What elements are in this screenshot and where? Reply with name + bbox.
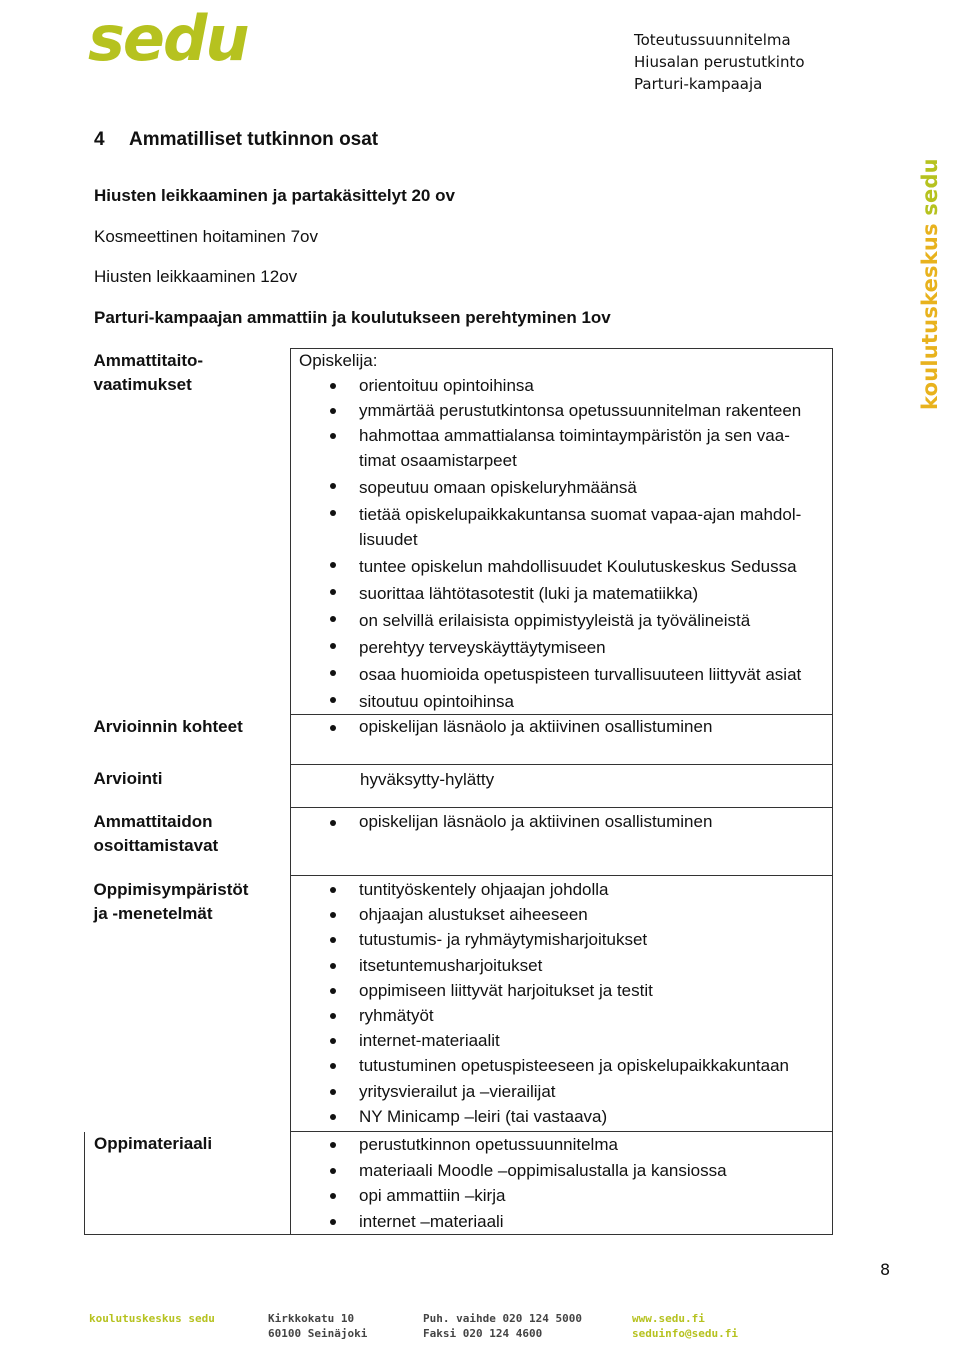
side-brand-part1: koulutuskeskus [918, 223, 942, 410]
footer-website-link[interactable]: www.sedu.fi [632, 1312, 705, 1325]
list-item: opi ammattiin –kirja [299, 1183, 832, 1209]
list-item: tietää opiskelupaikkakuntansa suomat vapaa-ajan mahdol- lisuudet [299, 500, 832, 552]
content-materials [291, 1132, 833, 1235]
list-item: oppimiseen liittyvät harjoitukset ja testit [299, 978, 832, 1003]
list-item: osaa huomioida opetuspisteen turvallisuuteen liittyvät asiat [299, 660, 832, 687]
list-item: yritysvierailut ja –vierailijat [299, 1079, 832, 1104]
row-demonstration [85, 808, 833, 876]
requirements-list [299, 373, 832, 714]
list-item: internet –materiaali [299, 1209, 832, 1235]
list-item: tuntityöskentely ohjaajan johdolla [299, 877, 832, 902]
list-item: tutustuminen opetuspisteeseen ja opiskelupaikkakuntaan [299, 1053, 832, 1078]
list-item: itsetuntemusharjoitukset [299, 953, 832, 978]
list-item: on selvillä erilaisista oppimistyyleistä ja työvälineistä [299, 606, 832, 633]
list-item: tutustumis- ja ryhmäytymisharjoitukset [299, 927, 832, 952]
content-environments [291, 876, 833, 1132]
list-item: opiskelijan läsnäolo ja aktiivinen osallistuminen [299, 715, 832, 739]
content-demonstration [291, 808, 833, 876]
label-environments: Oppimisympäristöt ja -menetelmät [93, 879, 249, 923]
chapter-number: 4 [94, 129, 105, 150]
content-targets [291, 715, 833, 765]
list-item: orientoituu opintoihinsa [299, 373, 832, 398]
intro-line-1: Hiusten leikkaaminen ja partakäsittelyt 20 ov [94, 186, 455, 205]
list-item: sopeutuu omaan opiskeluryhmäänsä [299, 473, 832, 500]
footer-fax: Faksi 020 124 4600 [423, 1327, 543, 1340]
row-requirements [85, 349, 833, 715]
list-item: internet-materiaalit [299, 1028, 832, 1053]
footer-street: Kirkkokatu 10 [268, 1312, 355, 1325]
sedu-logo: sedu [88, 2, 248, 75]
list-item: perustutkinnon opetussuunnitelma [299, 1132, 832, 1158]
side-brand-part2: sedu [918, 158, 942, 216]
intro-line-2: Kosmeettinen hoitaminen 7ov [94, 227, 318, 246]
document-meta [634, 29, 805, 95]
meta-line-degree: Hiusalan perustutkinto [634, 53, 805, 71]
footer-email-link[interactable]: seduinfo@sedu.fi [632, 1327, 738, 1340]
content-assessment [291, 765, 833, 808]
page-number: 8 [880, 1260, 891, 1279]
intro-line-3: Hiusten leikkaaminen 12ov [94, 267, 298, 286]
materials-list [299, 1132, 832, 1234]
assessment-text: hyväksytty-hylätty [360, 770, 495, 789]
list-item: ryhmätyöt [299, 1003, 832, 1028]
content-requirements [291, 349, 833, 715]
demonstration-list [299, 808, 832, 834]
footer-phone [423, 1311, 582, 1341]
requirements-lead: Opiskelija: [299, 351, 378, 370]
list-item: suorittaa lähtötasotestit (luki ja matematiikka) [299, 579, 832, 606]
footer-city: 60100 Seinäjoki [268, 1327, 368, 1340]
list-item: ohjaajan alustukset aiheeseen [299, 902, 832, 927]
module-table [84, 348, 833, 1235]
footer-address [268, 1311, 367, 1341]
label-materials: Oppimateriaali [85, 1132, 291, 1235]
footer-phone-main: Puh. vaihde 020 124 5000 [423, 1312, 582, 1325]
targets-list [299, 715, 832, 739]
list-item: ymmärtää perustutkintonsa opetussuunnitelman rakenteen [299, 398, 832, 423]
side-brand-logo [918, 158, 942, 410]
row-environments [85, 876, 833, 1132]
list-item: NY Minicamp –leiri (tai vastaava) [299, 1104, 832, 1129]
label-requirements: Ammattitaito- vaatimukset [93, 350, 204, 394]
chapter-heading [94, 129, 378, 151]
list-item: perehtyy terveyskäyttäytymiseen [299, 633, 832, 660]
row-materials [85, 1132, 833, 1235]
footer-brand: koulutuskeskus sedu [89, 1312, 215, 1325]
meta-line-qualification: Parturi-kampaaja [634, 75, 763, 93]
intro-line-4: Parturi-kampaajan ammattiin ja koulutukseen perehtyminen 1ov [94, 308, 611, 327]
footer-web [632, 1311, 738, 1341]
list-item: opiskelijan läsnäolo ja aktiivinen osallistuminen [299, 810, 832, 834]
list-item: materiaali Moodle –oppimisalustalla ja kansiossa [299, 1158, 832, 1184]
chapter-title: Ammatilliset tutkinnon osat [129, 129, 379, 150]
meta-line-doc-type: Toteutussuunnitelma [634, 31, 791, 49]
environments-list [299, 876, 832, 1129]
row-targets [85, 715, 833, 765]
row-assessment [85, 765, 833, 808]
list-item: hahmottaa ammattialansa toimintaympäristön ja sen vaa- timat osaamistarpeet [299, 423, 832, 473]
list-item: tuntee opiskelun mahdollisuudet Koulutuskeskus Sedussa [299, 552, 832, 579]
label-assessment: Arviointi [93, 768, 163, 788]
list-item: sitoutuu opintoihinsa [299, 687, 832, 714]
label-targets: Arvioinnin kohteet [93, 716, 243, 736]
label-demonstration: Ammattitaidon osoittamistavat [93, 811, 219, 855]
